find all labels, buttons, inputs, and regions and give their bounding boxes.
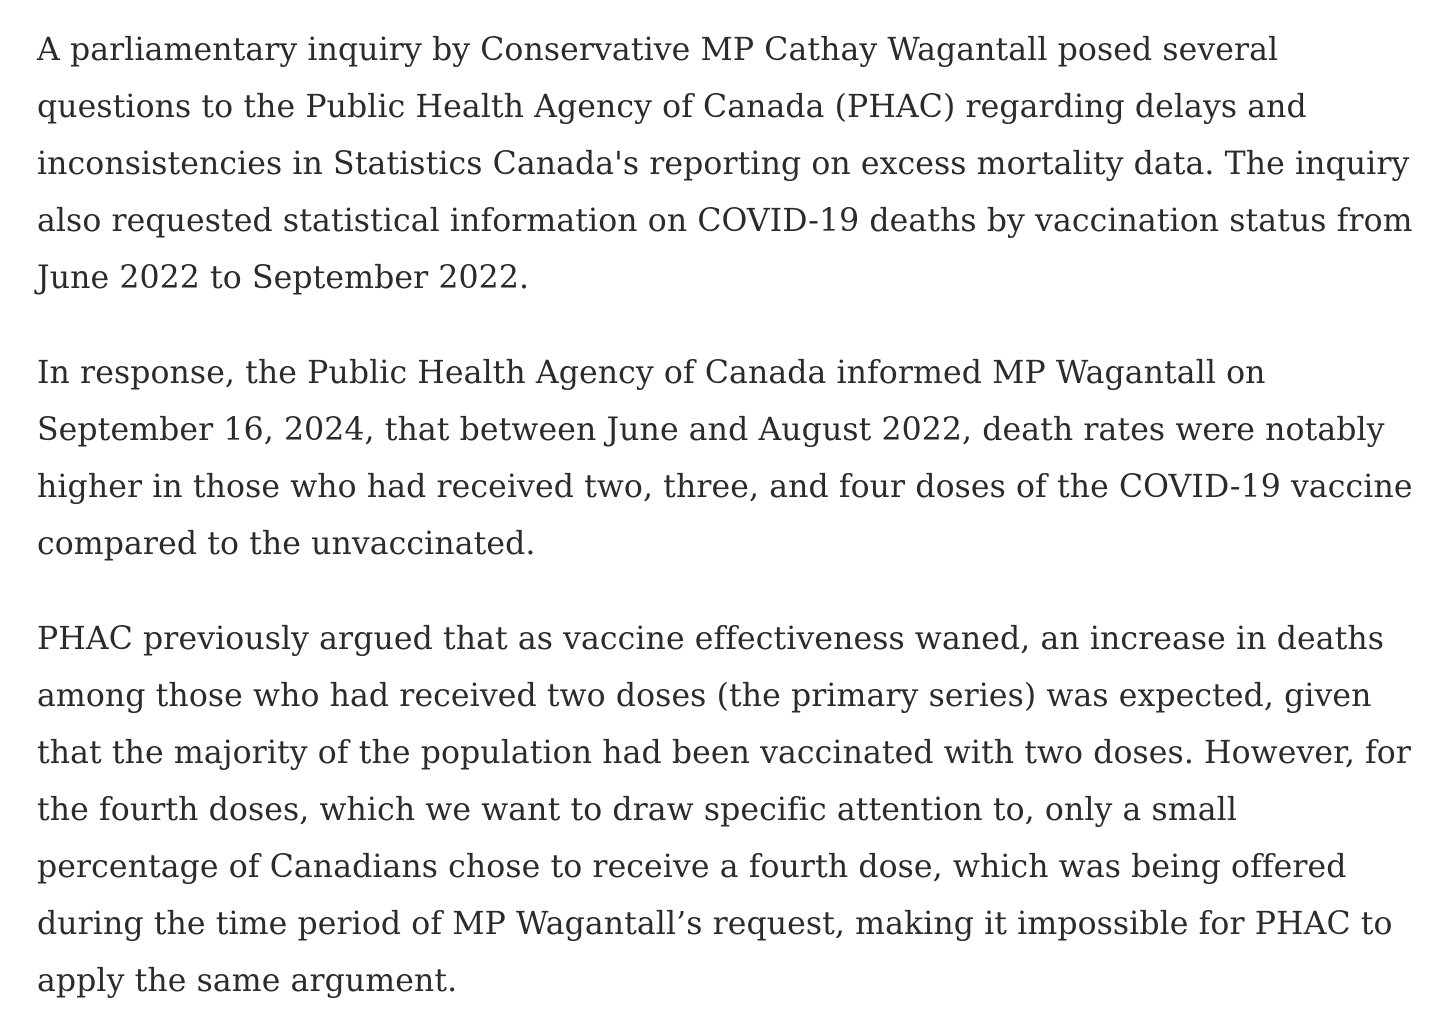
paragraph-inquiry: A parliamentary inquiry by Conservative MP Cathay Wagantall posed several questions to the Public Health Agency of Canada (PHAC) regarding delays and inconsistencies in Statistics Canada's reporting on excess mortality data. The inquiry also requested statistical information on COVID-19 deaths by vaccination status from June 2022 to September 2022. xyxy=(37,32,1413,296)
article-body xyxy=(37,22,1427,1010)
paragraph-response: In response, the Public Health Agency of Canada informed MP Wagantall on September 16, 2024, that between June and August 2022, death rates were notably higher in those who had received two, three, and four doses of the COVID-19 vaccine compared to the unvaccinated. xyxy=(37,355,1413,562)
paragraph-argument: PHAC previously argued that as vaccine effectiveness waned, an increase in deaths among those who had received two doses (the primary series) was expected, given that the majority of the population had been vaccinated with two doses. However, for the fourth doses, which we want to draw specific attention to, only a small percentage of Canadians chose to receive a fourth dose, which was being offered during the time period of MP Wagantall’s request, making it impossible for PHAC to apply the same argument. xyxy=(37,621,1412,999)
